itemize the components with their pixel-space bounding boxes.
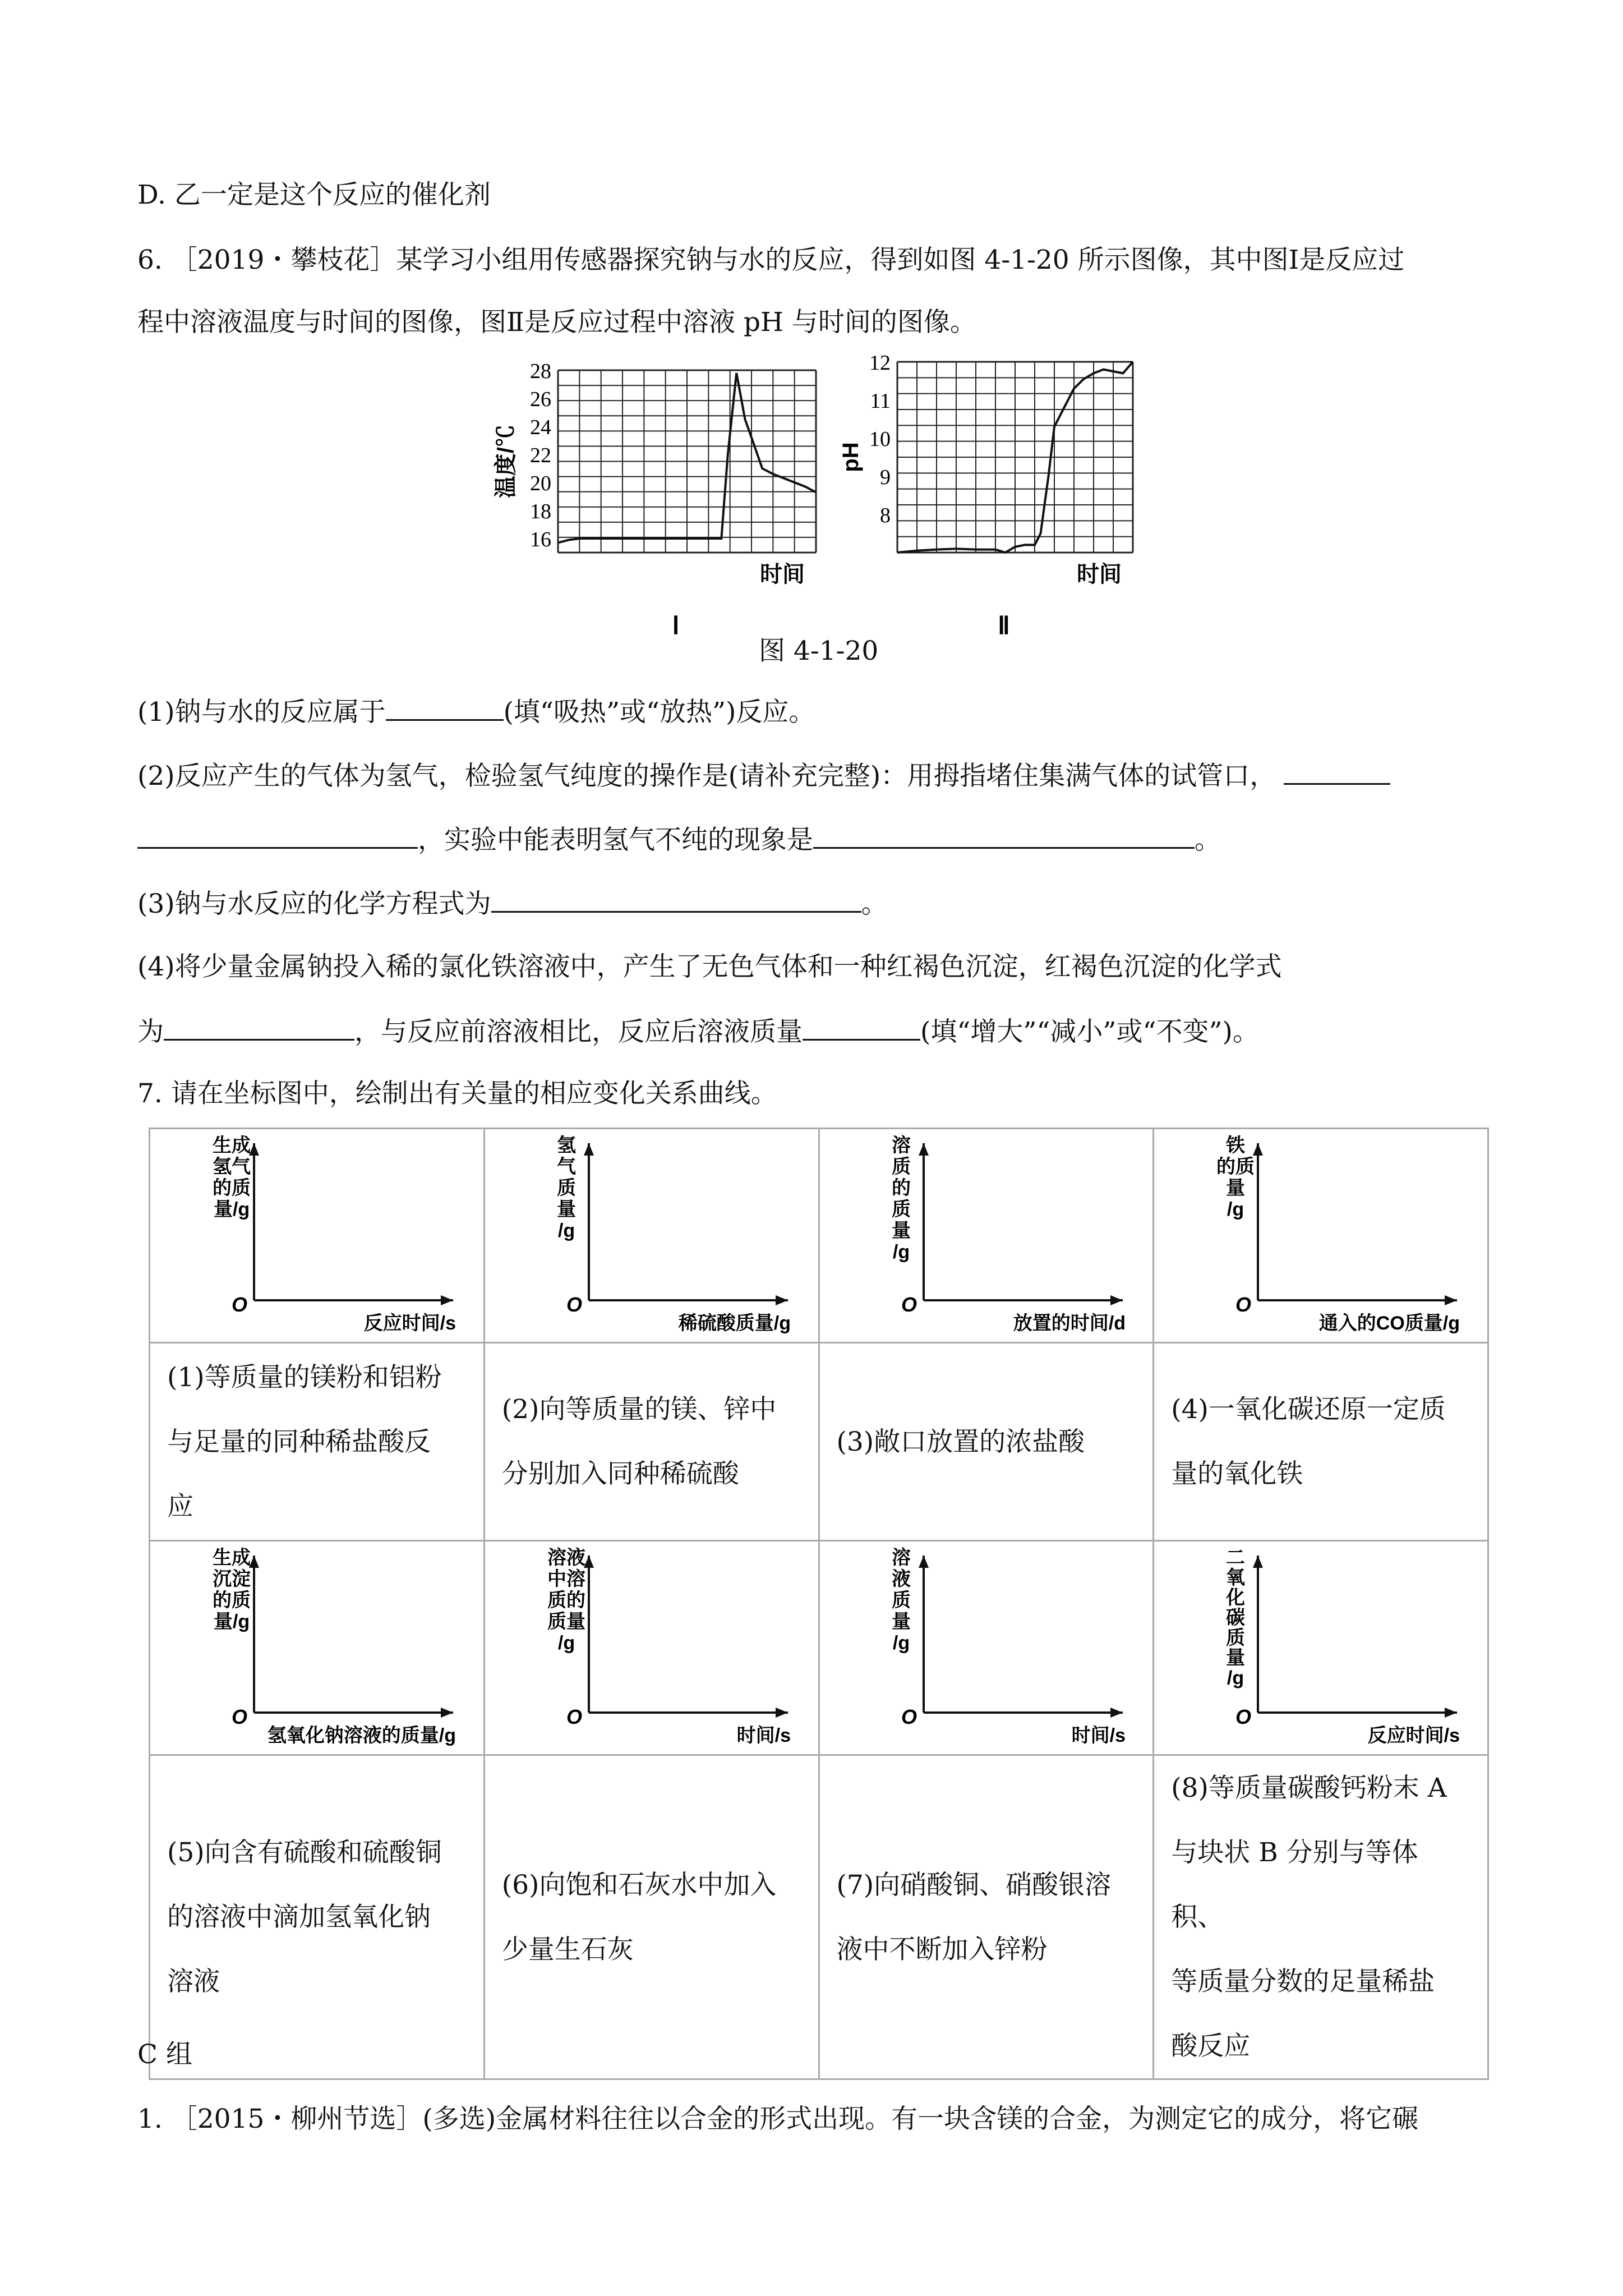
- panel-label: Ⅱ: [998, 612, 1010, 639]
- description-line: (2)向等质量的镁、锌中: [501, 1394, 777, 1425]
- description-text: [150, 1345, 483, 1539]
- desc-cell: [1154, 1343, 1488, 1541]
- x-axis-arrow: [1445, 1708, 1457, 1718]
- y-axis-arrow: [1253, 1556, 1263, 1568]
- chart-temperature-vs-time: [494, 360, 816, 639]
- y-axis-label-line: 质的: [547, 1590, 585, 1611]
- description-line: 与块状 B 分别与等体积、: [1171, 1837, 1418, 1932]
- x-axis-arrow: [776, 1708, 788, 1718]
- desc-cell: [1154, 1755, 1488, 2079]
- empty-axes[interactable]: [485, 1129, 819, 1340]
- q6-sub3-blank[interactable]: [491, 886, 861, 913]
- y-axis-label-line: 质: [891, 1156, 911, 1177]
- y-tick-label: 18: [530, 500, 551, 523]
- y-tick-label: 28: [530, 360, 551, 383]
- x-axis-label: 反应时间/s: [363, 1313, 456, 1334]
- y-axis-label-line: /g: [557, 1220, 575, 1241]
- q6-sub1-text-b: (填“吸热”或“放热”)反应。: [503, 697, 815, 728]
- description-text: [150, 1820, 483, 2014]
- q6-sub3: [137, 886, 888, 921]
- axes-row-2: [150, 1541, 1488, 1755]
- y-axis-label-line: 的质: [213, 1590, 251, 1611]
- description-line: (3)敞口放置的浓盐酸: [836, 1426, 1085, 1457]
- y-axis-label-line: 质量: [547, 1611, 585, 1632]
- axes-cell[interactable]: [819, 1541, 1154, 1755]
- y-axis-label-line: 量: [891, 1611, 911, 1632]
- group-c-title: C 组: [137, 2039, 192, 2070]
- description-line: 分别加入同种稀硫酸: [501, 1458, 739, 1489]
- origin-label: O: [1235, 1705, 1252, 1728]
- description-line: 的溶液中滴加氢氧化钠: [167, 1902, 431, 1932]
- y-axis-label-line: 铁: [1226, 1135, 1246, 1156]
- empty-axes[interactable]: [150, 1542, 484, 1752]
- q6-sub2-text-a: (2)反应产生的气体为氢气，检验氢气纯度的操作是(请补充完整)：用拇指堵住集满气体的试管口，: [137, 761, 1276, 792]
- y-axis-label-line: 液: [891, 1568, 911, 1590]
- q6-sub4-blank-2[interactable]: [803, 1014, 920, 1041]
- panel-label: Ⅰ: [672, 612, 680, 639]
- y-axis-label-line: 氢气: [213, 1156, 251, 1177]
- x-axis-arrow: [441, 1708, 453, 1718]
- description-text: [485, 1377, 818, 1506]
- description-line: 量的氧化铁: [1171, 1458, 1303, 1489]
- description-line: 少量生石灰: [501, 1934, 634, 1965]
- description-line: (4)一氧化碳还原一定质: [1171, 1394, 1446, 1425]
- description-line: 等质量分数的足量稀盐: [1171, 1966, 1435, 1997]
- description-line: (1)等质量的镁粉和铝粉: [167, 1361, 442, 1393]
- q5-option-d: D. 乙一定是这个反应的催化剂: [137, 180, 491, 210]
- y-tick-label: 8: [880, 504, 891, 527]
- x-axis-label: 时间: [760, 562, 805, 587]
- y-axis-label-line: 生成: [213, 1135, 251, 1156]
- q6-sub2-cont: [137, 822, 1221, 857]
- description-line: (6)向饱和石灰水中加入: [501, 1869, 777, 1901]
- y-axis-label-line: 溶: [891, 1547, 911, 1568]
- chart-ph-vs-time: [838, 351, 1133, 639]
- x-axis-label: 稀硫酸质量/g: [678, 1313, 791, 1334]
- y-tick-label: 26: [530, 388, 551, 411]
- y-axis-label-line: /g: [892, 1632, 910, 1654]
- empty-axes[interactable]: [485, 1542, 819, 1752]
- x-axis-arrow: [1110, 1708, 1123, 1718]
- y-axis-label-line: /g: [1227, 1667, 1244, 1689]
- q6-line2: 程中溶液温度与时间的图像，图Ⅱ是反应过程中溶液 pH 与时间的图像。: [137, 307, 976, 338]
- desc-cell: [819, 1343, 1154, 1541]
- q6-sub4-text-d: (填“增大”“减小”或“不变”)。: [920, 1016, 1259, 1047]
- q6-sub4-cont: [137, 1014, 1259, 1049]
- y-axis-label: 温度/℃: [494, 424, 518, 499]
- y-axis-arrow: [919, 1143, 929, 1156]
- origin-label: O: [232, 1705, 248, 1728]
- empty-axes[interactable]: [820, 1129, 1154, 1340]
- y-axis-label-line: 的: [891, 1177, 911, 1199]
- x-axis-arrow: [1110, 1295, 1123, 1305]
- origin-label: O: [232, 1293, 248, 1316]
- axes-row-1: [150, 1129, 1488, 1343]
- description-text: [1154, 1756, 1487, 2078]
- y-axis-label-line: 的质: [1216, 1156, 1255, 1177]
- description-text: [485, 1853, 818, 1982]
- y-axis-label-line: 量: [556, 1199, 576, 1220]
- q6-sub1-blank[interactable]: [386, 694, 504, 721]
- y-axis-label-line: 质: [556, 1177, 576, 1199]
- y-tick-label: 24: [530, 416, 551, 439]
- description-line: (5)向含有硫酸和硫酸铜: [167, 1837, 442, 1868]
- y-tick-label: 20: [530, 472, 551, 495]
- description-line: 与足量的同种稀盐酸反: [167, 1426, 431, 1457]
- q6-sub4: (4)将少量金属钠投入稀的氯化铁溶液中，产生了无色气体和一种红褐色沉淀，红褐色沉淀的化学式: [137, 951, 1282, 982]
- q7-title: 7. 请在坐标图中，绘制出有关量的相应变化关系曲线。: [137, 1078, 777, 1109]
- y-axis-label-line: 溶: [891, 1135, 911, 1156]
- q6-sub3-text-a: (3)钠与水反应的化学方程式为: [137, 889, 491, 919]
- description-line: (8)等质量碳酸钙粉末 A: [1171, 1773, 1447, 1803]
- origin-label: O: [901, 1705, 917, 1728]
- origin-label: O: [566, 1705, 582, 1728]
- y-axis-label-line: 量: [1226, 1647, 1246, 1669]
- q6-sub2-blank-1[interactable]: [1284, 758, 1390, 785]
- axes-cell[interactable]: [819, 1129, 1154, 1343]
- origin-label: O: [1235, 1293, 1252, 1316]
- q6-sub4-blank-1[interactable]: [164, 1014, 354, 1041]
- x-axis-arrow: [776, 1295, 788, 1305]
- axes-cell[interactable]: [150, 1541, 485, 1755]
- y-tick-label: 9: [880, 466, 891, 489]
- y-axis-label-line: 量/g: [213, 1199, 250, 1220]
- series-line: [558, 373, 816, 543]
- y-axis-label-line: 二: [1226, 1547, 1246, 1568]
- y-axis-arrow: [919, 1556, 929, 1568]
- q6-sub2: [137, 758, 1390, 793]
- x-axis-label: 放置的时间/d: [1013, 1313, 1126, 1334]
- y-axis-arrow: [1253, 1143, 1263, 1156]
- group-c-q1: 1. ［2015・柳州节选］(多选)金属材料往往以合金的形式出现。有一块含镁的合金，为测定它的成分，将它碾: [137, 2104, 1419, 2134]
- desc-cell: [150, 1343, 485, 1541]
- x-axis-label: 时间/s: [1071, 1725, 1126, 1746]
- x-axis-label: 时间: [1077, 562, 1122, 587]
- x-axis-label: 时间/s: [736, 1725, 791, 1746]
- desc-row-2: [150, 1755, 1488, 2079]
- q6-sub2-blank-3[interactable]: [813, 822, 1195, 849]
- y-axis-label-line: 量/g: [213, 1611, 250, 1632]
- description-text: [820, 1853, 1153, 1982]
- y-axis-label-line: 的质: [213, 1177, 251, 1199]
- q6-sub1: [137, 694, 815, 729]
- x-axis-arrow: [1445, 1295, 1457, 1305]
- description-line: 液中不断加入锌粉: [836, 1934, 1048, 1965]
- empty-axes[interactable]: [1154, 1542, 1488, 1752]
- x-axis-label: 氢氧化钠溶液的质量/g: [267, 1725, 456, 1746]
- empty-axes[interactable]: [820, 1542, 1154, 1752]
- y-axis-label-line: /g: [1227, 1199, 1244, 1220]
- y-tick-label: 22: [530, 444, 551, 467]
- y-tick-label: 16: [530, 528, 551, 551]
- y-axis-label-line: 中溶: [547, 1568, 585, 1590]
- y-axis-label-line: 气: [556, 1156, 576, 1177]
- q7-graph-table: [149, 1128, 1489, 2080]
- empty-axes[interactable]: [1154, 1129, 1488, 1340]
- q6-line1: 6. ［2019・攀枝花］某学习小组用传感器探究钠与水的反应，得到如图 4-1-20 所示图像，其中图Ⅰ是反应过: [137, 245, 1405, 275]
- y-axis-label-line: 质: [1226, 1627, 1246, 1649]
- x-axis-arrow: [441, 1295, 453, 1305]
- y-tick-label: 10: [869, 427, 891, 451]
- y-axis-label-line: 质: [891, 1590, 911, 1611]
- description-line: 酸反应: [1171, 2031, 1251, 2062]
- y-axis-label-line: 量: [891, 1220, 911, 1241]
- figure-caption: 图 4-1-20: [759, 636, 879, 666]
- axes-cell[interactable]: [484, 1129, 819, 1343]
- q6-sub3-text-b: 。: [861, 889, 888, 919]
- description-line: (7)向硝酸铜、硝酸银溶: [836, 1869, 1112, 1901]
- q6-sub1-text-a: (1)钠与水的反应属于: [137, 697, 386, 728]
- y-axis-label-line: 溶液: [547, 1547, 585, 1568]
- desc-cell: [484, 1343, 819, 1541]
- desc-row-1: [150, 1343, 1488, 1541]
- axes-cell[interactable]: [484, 1541, 819, 1755]
- q6-sub2-text-c: 。: [1195, 825, 1221, 855]
- q6-sub4-text-c: ，与反应前溶液相比，反应后溶液质量: [354, 1016, 803, 1047]
- axes-cell[interactable]: [1154, 1541, 1488, 1755]
- y-axis-label-line: 质: [891, 1199, 911, 1220]
- description-line: 应: [167, 1490, 193, 1522]
- description-text: [820, 1410, 1153, 1474]
- y-axis-label-line: 化: [1226, 1587, 1246, 1609]
- y-axis-label-line: /g: [892, 1241, 910, 1263]
- y-axis-label: pH: [838, 442, 863, 472]
- y-axis-label-line: 量: [1226, 1177, 1246, 1199]
- origin-label: O: [566, 1293, 582, 1316]
- desc-cell: [819, 1755, 1154, 2079]
- description-line: 溶液: [167, 1966, 220, 1997]
- origin-label: O: [901, 1293, 917, 1316]
- y-axis-label-line: 沉淀: [213, 1568, 251, 1590]
- y-axis-label-line: 碳: [1226, 1607, 1246, 1629]
- y-axis-label-line: 氢: [556, 1135, 576, 1156]
- x-axis-label: 通入的CO质量/g: [1319, 1313, 1460, 1334]
- y-axis-label-line: /g: [557, 1632, 575, 1654]
- q6-sub4-text-b: 为: [137, 1016, 164, 1047]
- q6-sub2-blank-2[interactable]: [137, 822, 418, 849]
- y-axis-label-line: 生成: [213, 1547, 251, 1568]
- y-axis-label-line: 氧: [1226, 1567, 1246, 1589]
- y-tick-label: 11: [870, 389, 891, 413]
- y-tick-label: 12: [869, 351, 891, 375]
- desc-cell: [484, 1755, 819, 2079]
- axes-cell[interactable]: [150, 1129, 485, 1343]
- axes-cell[interactable]: [1154, 1129, 1488, 1343]
- q6-sub2-text-b: ，实验中能表明氢气不纯的现象是: [418, 825, 813, 855]
- y-axis-arrow: [584, 1143, 594, 1156]
- series-line: [897, 362, 1133, 553]
- description-text: [1154, 1377, 1487, 1506]
- x-axis-label: 反应时间/s: [1367, 1725, 1460, 1746]
- desc-cell: [150, 1755, 485, 2079]
- empty-axes[interactable]: [150, 1129, 484, 1340]
